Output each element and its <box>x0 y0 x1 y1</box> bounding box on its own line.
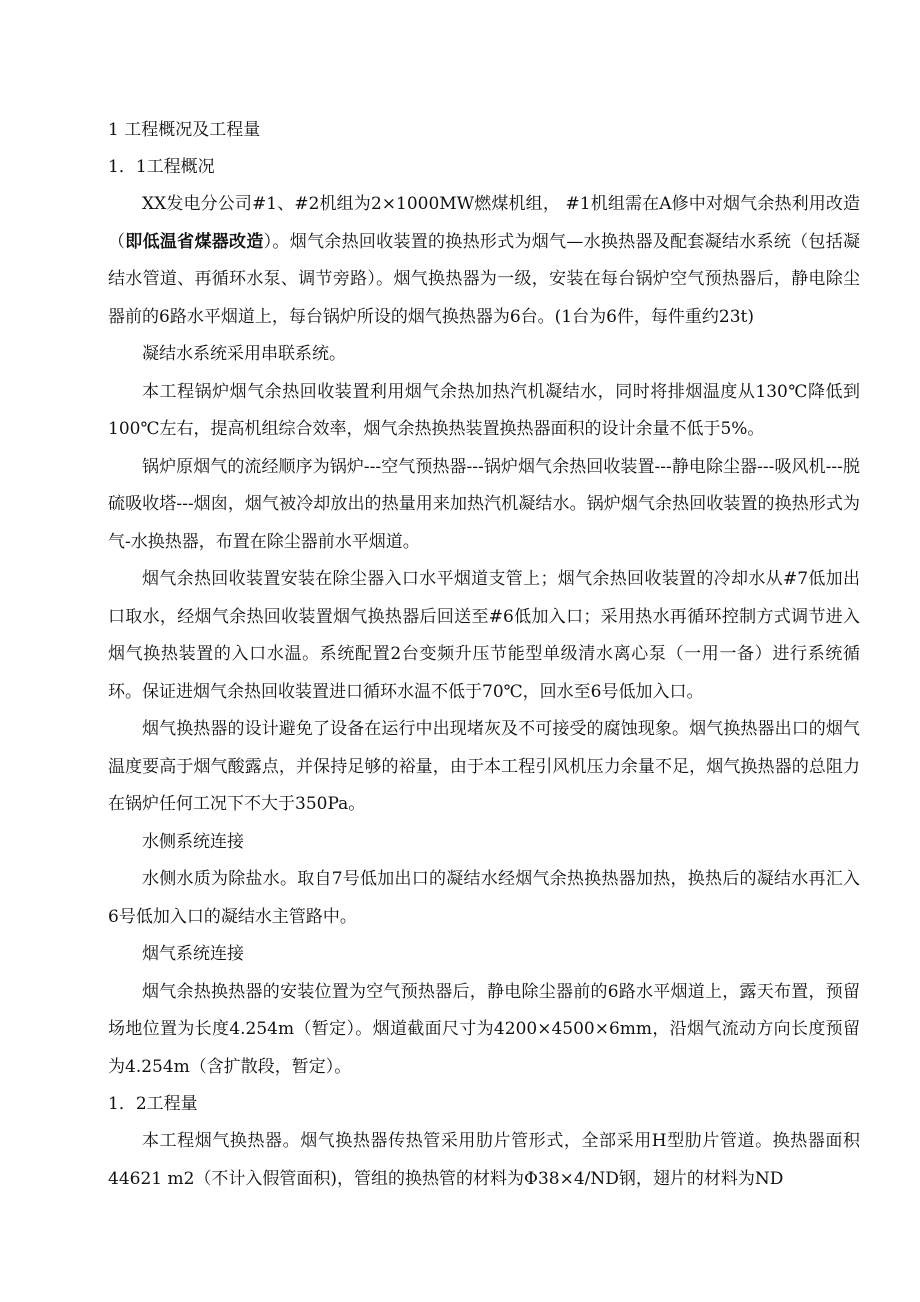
paragraph-overview <box>108 186 860 336</box>
section-heading-1-1: 1．1工程概况 <box>108 157 215 177</box>
subheading-water-side: 水侧系统连接 <box>142 831 244 852</box>
paragraph-design-requirements: 烟气换热器的设计避免了设备在运行中出现堵灰及不可接受的腐蚀现象。烟气换热器出口的烟气温度要高于烟气酸露点，并保持足够的裕量，由于本工程引风机压力余量不足，烟气换热器的总阻力在锅炉任何工况下不大于350Pa。 <box>108 719 860 814</box>
section-heading-1-2: 1．2工程量 <box>108 1094 198 1114</box>
paragraph-water-side: 水侧水质为除盐水。取自7号低加出口的凝结水经烟气余热换热器加热，换热后的凝结水再汇入6号低加入口的凝结水主管路中。 <box>108 869 860 927</box>
paragraph-overview-part-1: XX发电分公司#1、#2机组为2×1000MW燃煤机组， #1机组需在A修中对烟气余热利用改造（ <box>108 194 860 252</box>
subheading-flue-gas-side: 烟气系统连接 <box>142 944 244 964</box>
section-heading-1: 1 工程概况及工程量 <box>108 120 261 140</box>
paragraph-overview-part-2: ）。烟气余热回收装置的换热形式为烟气—水换热器及配套凝结水系统（包括凝结水管道、再循环水泵、调节旁路）。烟气换热器为一级，安装在每台锅炉空气预热器后，静电除尘器前的6路水平烟道上，每台锅炉所设的烟气换热器为6台。(1台为6件，每件重约23t) <box>108 231 861 327</box>
paragraph-condensate-series: 凝结水系统采用串联系统。 <box>142 344 346 364</box>
paragraph-flue-gas-side: 烟气余热换热器的安装位置为空气预热器后，静电除尘器前的6路水平烟道上，露天布置，预留场地位置为长度4.254m（暂定）。烟道截面尺寸为4200×4500×6mm，沿烟气流动方向长度预留为4.254m（含扩散段，暂定）。 <box>108 981 860 1077</box>
paragraph-installation: 烟气余热回收装置安装在除尘器入口水平烟道支管上；烟气余热回收装置的冷却水从#7低加出口取水，经烟气余热回收装置烟气换热器后回送至#6低加入口；采用热水再循环控制方式调节进入烟气换热装置的入口水温。系统配置2台变频升压节能型单级清水离心泵（一用一备）进行系统循环。保证进烟气余热回收装置进口循环水温不低于70℃，回水至6号低加入口。 <box>108 569 860 702</box>
paragraph-work-quantity: 本工程烟气换热器。烟气换热器传热管采用肋片管形式，全部采用H型肋片管道。换热器面积44621 m2（不计入假管面积)，管组的换热管的材料为Φ38×4/ND钢，翅片的材料为ND <box>108 1131 860 1189</box>
document-body <box>108 112 860 1198</box>
paragraph-flue-gas-sequence: 锅炉原烟气的流经顺序为锅炉---空气预热器---锅炉烟气余热回收装置---静电除尘器---吸风机---脱硫吸收塔---烟囱，烟气被冷却放出的热量用来加热汽机凝结水。锅炉烟气余热回收装置的换热形式为气-水换热器，布置在除尘器前水平烟道。 <box>108 456 860 552</box>
paragraph-overview-bold: 即低温省煤器改造 <box>125 231 264 252</box>
paragraph-waste-heat-recovery: 本工程锅炉烟气余热回收装置利用烟气余热加热汽机凝结水，同时将排烟温度从130℃降低到100℃左右，提高机组综合效率，烟气余热换热装置换热器面积的设计余量不低于5%。 <box>108 381 860 439</box>
